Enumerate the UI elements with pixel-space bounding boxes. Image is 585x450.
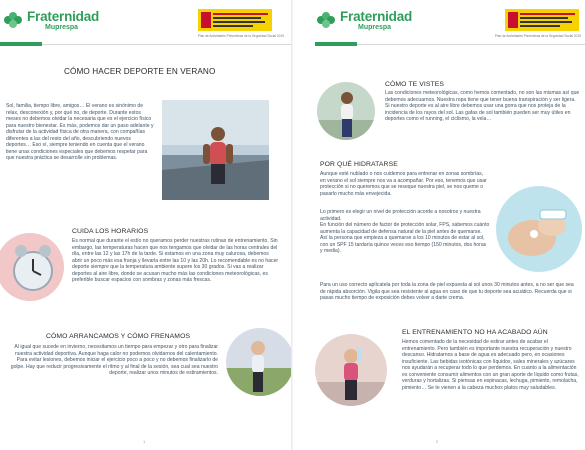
hidratarse-text-2: Lo primero es elegir un nivel de protección acorde a nosotros y nuestra actividad.: [320, 209, 481, 222]
sunscreen-hands-photo: [496, 186, 582, 272]
header-bar: [293, 42, 585, 46]
brand-sub: Muprespa: [358, 23, 392, 31]
government-logo: [505, 9, 579, 31]
brand-leaf-icon: [2, 11, 24, 29]
brand-sub: Muprespa: [45, 23, 79, 31]
main-title: CÓMO HACER DEPORTE EN VERANO: [64, 67, 216, 76]
header-bar: [0, 42, 292, 46]
horarios-text: Es normal que durante el estío no queramos perder nuestras rutinas de entrenamiento. Sin embargo, las temperaturas hacen que nos tengamos que olvidar de las horas centrales del día, entre las 12 y las 17h de la tarde. Si estamos en una zona muy calurosa, debemos abrir un poco más esa franja y llevarla entre las 10 y las 20h. Lo recomendable es no hacer deporte siempre que la temperatura ambiente supere los 30 grados. Si vas a realizar deportes al aire libre, donde se acusan mucho más las condiciones meteorológicas, es preferible buscar espacios con sombras y zonas más frescas.: [72, 238, 279, 283]
brand-leaf-icon: [315, 11, 337, 29]
woman-sportswear-photo: [317, 82, 375, 140]
arrancamos-title: CÓMO ARRANCAMOS Y CÓMO FRENAMOS: [46, 333, 191, 340]
intro-text: Sol, familia, tiempo libre, amigos… El verano es sinónimo de relax, desconexión y, por qué no, de deporte. Durante estos meses no debemos olvidar la necesaria que es el ejercicio físico para nuestro bienestar. Es más, podemos dar un paso adelante y disfrutar de la actividad física de otra manera, con compañías diferentes a las del resto del año, descubriendo nuevos deportes… Eso sí, siempre teniendo en cuenta que el verano tiene unas condiciones especiales que debemos respetar para que nuestra práctica se desarrolle sin problemas.: [6, 103, 154, 161]
left-page: [0, 0, 292, 450]
right-page: [293, 0, 585, 450]
woman-runner-photo: [162, 100, 269, 200]
alarm-clock-photo: [0, 233, 64, 301]
arrancamos-text: Al igual que sucede en invierno, necesitamos un tiempo para empezar y otro para finalizar nuestra actividad deportiva. Aunque haga calor no podemos olvidarnos del calentamiento. Para evitar lesiones, debemos iniciar el ejercicio poco a poco y no debemos finalizarlo de golpe. Hay que reducir progresivamente el ritmo y al final de la sesión, sea cual sea nuestro deporte, realizar unos minutos de estiramientos.: [10, 344, 218, 376]
hidratarse-text-1: Aunque esté nublado o nos cuidemos para entrenar en zonas sombrías, en verano el sol siempre nos va a acompañar. Por eso, tenemos que usar protección si no queremos que se reseque nuestra piel, se nos queme o pasarlo mucho más envejecida.: [320, 171, 487, 197]
hidratarse-text-3: En función del número de factor de protección solar, FPS, sabemos cuánto aumenta la capacidad de defensa natural de la piel antes de quemarse. Así la persona que empieza a quemarse a los 10 minutos de estar al sol, con un SPF 15 tardaría quince veces eso tiempo (150 minutos, dos horas y media).: [320, 222, 490, 254]
plan-caption: Plan de Actividades Preventivas de la Seguridad Social 2019: [197, 34, 284, 38]
brand-name: Fraternidad: [27, 9, 100, 24]
government-logo: [198, 9, 272, 31]
vistes-title: CÓMO TE VISTES: [385, 81, 445, 88]
entrenamiento-title: EL ENTRENAMIENTO NO HA ACABADO AÚN: [402, 329, 548, 336]
horarios-title: CUIDA LOS HORARIOS: [72, 228, 149, 235]
hidratarse-title: POR QUÉ HIDRATARSE: [320, 161, 398, 168]
hidratarse-text-4: Para un uso correcto aplícatela por toda la zona de piel expuesta al sol unos 30 minutos antes, a no ser que sea de rápida absorción. Vigila que sea resistente al agua en caso de que tu deporte sea acuático. Recuerda que si pasas mucho tiempo de exposición debes volver a darte crema.: [320, 282, 574, 301]
page-number-left: 1: [143, 439, 146, 444]
page-number-right: 2: [436, 439, 439, 444]
plan-caption: Plan de Actividades Preventivas de la Seguridad Social 2019: [494, 34, 581, 38]
woman-drinking-water-photo: [315, 334, 387, 406]
entrenamiento-text: Hemos comentado de la necesidad de estirar antes de acabar el entrenamiento. Pero también es importante nuestra recuperación y nuestro descanso. Hidratarnos a base de agua es adecuado pero, en ocasiones insuficiente. Las bebidas isotónicas con líquidos, sales minerales y azúcares nos ayudarán a recuperar todo lo que perdemos. En cuanto a la alimentación es conveniente consumir alimentos con un gran aporte de líquido como frutas, verduras y hortalizas. Si piensas en espinacas, lechuga, pimiento, remolacha, pimiento… Se te vienen a la cabeza muchos platos muy saludables.: [402, 339, 579, 391]
brand-logo-right[interactable]: [315, 10, 412, 31]
vistes-text: Las condiciones meteorológicas, como hemos comentado, no son las mismas así que debemos adecuarnos. Nuestra ropa tiene que tener buena transpiración y ser ligera. Si nuestro deporte es al aire libre debemos usar una gorra que nos proteja de la incidencia de los rayos del sol. Las gafas de sol también pueden ser muy útiles en deportes como el running, el ciclismo, la vela…: [385, 90, 580, 122]
brand-name: Fraternidad: [340, 9, 413, 24]
brand-logo[interactable]: [2, 10, 99, 31]
woman-stretching-photo: [226, 328, 292, 396]
